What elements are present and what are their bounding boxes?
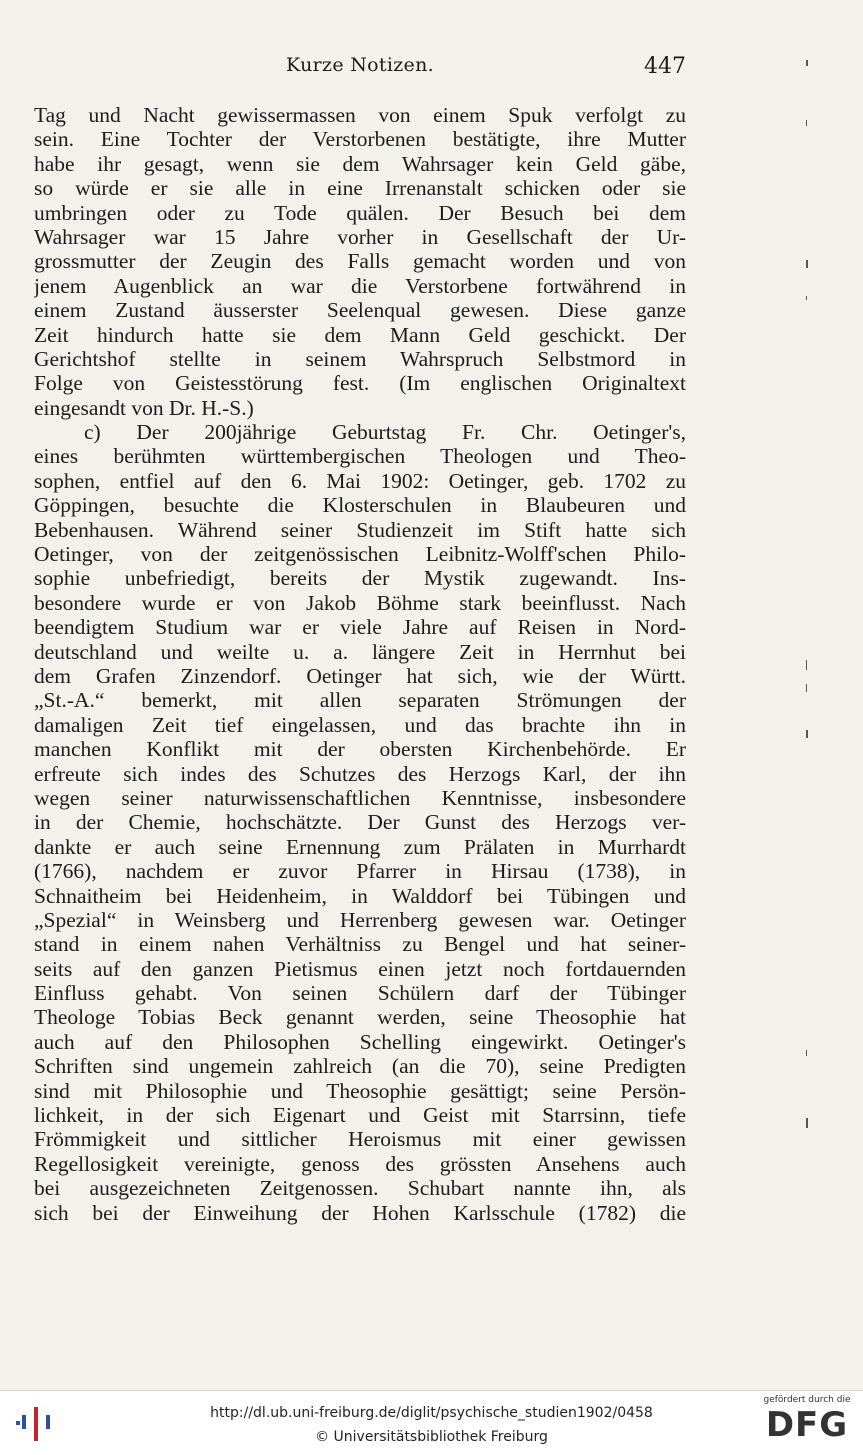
text-line: deutschland und weilte u. a. längere Zeit in Herrnhut bei bbox=[34, 639, 686, 664]
margin-mark bbox=[806, 1118, 808, 1128]
text-line: Wahrsager war 15 Jahre vorher in Gesellschaft der Ur- bbox=[34, 224, 686, 249]
margin-mark bbox=[806, 684, 807, 692]
text-line: Göppingen, besuchte die Klosterschulen in Blaubeuren und bbox=[34, 493, 686, 518]
text-line: Schnaitheim bei Heidenheim, in Walddorf bei Tübingen und bbox=[34, 883, 686, 908]
margin-mark bbox=[806, 660, 807, 670]
text-line: eingesandt von Dr. H.-S.) bbox=[34, 395, 254, 420]
text-line: sein. Eine Tochter der Verstorbenen bestätigte, ihre Mutter bbox=[34, 127, 686, 152]
text-line: Regellosigkeit vereinigte, genoss des grössten Ansehens auch bbox=[34, 1151, 686, 1176]
text-line: sind mit Philosophie und Theosophie gesättigt; seine Persön- bbox=[34, 1078, 686, 1103]
text-line: manchen Konflikt mit der obersten Kirchenbehörde. Er bbox=[34, 737, 686, 762]
text-line: bei ausgezeichneten Zeitgenossen. Schubart nannte ihn, als bbox=[34, 1176, 686, 1201]
text-line: in der Chemie, hochschätzte. Der Gunst des Herzogs ver- bbox=[34, 810, 686, 835]
margin-mark bbox=[806, 60, 808, 66]
text-line: eines berühmten württembergischen Theologen und Theo- bbox=[34, 444, 686, 469]
text-line: grossmutter der Zeugin des Falls gemacht worden und von bbox=[34, 249, 686, 274]
text-line: Frömmigkeit und sittlicher Heroismus mit einer gewissen bbox=[34, 1127, 686, 1152]
text-line: erfreute sich indes des Schutzes des Herzogs Karl, der ihn bbox=[34, 761, 686, 786]
text-line: beendigtem Studium war er viele Jahre auf Reisen in Nord- bbox=[34, 615, 686, 640]
text-line: jenem Augenblick an war die Verstorbene fortwährend in bbox=[34, 273, 686, 298]
source-url-link[interactable]: http://dl.ub.uni-freiburg.de/diglit/psychische_studien1902/0458 bbox=[210, 1405, 653, 1421]
text-line: so würde er sie alle in eine Irrenanstalt schicken oder sie bbox=[34, 176, 686, 201]
text-line: damaligen Zeit tief eingelassen, und das brachte ihn in bbox=[34, 712, 686, 737]
text-line: einem Zustand äusserster Seelenqual gewesen. Diese ganze bbox=[34, 298, 686, 323]
page-number: 447 bbox=[644, 54, 686, 79]
margin-marks bbox=[806, 0, 826, 1390]
dfg-caption: gefördert durch die bbox=[763, 1395, 851, 1405]
text-line: c) Der 200jährige Geburtstag Fr. Chr. Oetinger's, bbox=[84, 420, 686, 445]
text-line: „Spezial“ in Weinsberg und Herrenberg gewesen war. Oetinger bbox=[34, 907, 686, 932]
text-line: auch auf den Philosophen Schelling eingewirkt. Oetinger's bbox=[34, 1029, 686, 1054]
copyright-notice: © Universitätsbibliothek Freiburg bbox=[315, 1429, 548, 1445]
text-line: Einfluss gehabt. Von seinen Schülern darf der Tübinger bbox=[34, 981, 686, 1006]
text-line: „St.-A.“ bemerkt, mit allen separaten Strömungen der bbox=[34, 688, 686, 713]
text-line: sich bei der Einweihung der Hohen Karlsschule (1782) die bbox=[34, 1200, 686, 1225]
text-line: habe ihr gesagt, wenn sie dem Wahrsager kein Geld gäbe, bbox=[34, 151, 686, 176]
text-line: wegen seiner naturwissenschaftlichen Kenntnisse, insbesondere bbox=[34, 785, 686, 810]
text-line: Folge von Geistesstörung fest. (Im englischen Originaltext bbox=[34, 371, 686, 396]
text-line: Gerichtshof stellte in seinem Wahrspruch Selbstmord in bbox=[34, 346, 686, 371]
text-line: sophen, entfiel auf den 6. Mai 1902: Oetinger, geb. 1702 zu bbox=[34, 468, 686, 493]
text-line: Theologe Tobias Beck genannt werden, seine Theosophie hat bbox=[34, 1005, 686, 1030]
dfg-logo bbox=[759, 1395, 855, 1451]
text-line: (1766), nachdem er zuvor Pfarrer in Hirsau (1738), in bbox=[34, 859, 686, 884]
margin-mark bbox=[806, 260, 808, 268]
text-line: Schriften sind ungemein zahlreich (an die 70), seine Predigten bbox=[34, 1054, 686, 1079]
body-text bbox=[34, 103, 686, 1225]
viewer-footer bbox=[0, 1390, 863, 1455]
text-line: lichkeit, in der sich Eigenart und Geist mit Starrsinn, tiefe bbox=[34, 1103, 686, 1128]
text-line: sophie unbefriedigt, bereits der Mystik zugewandt. Ins- bbox=[34, 566, 686, 591]
text-line: dankte er auch seine Ernennung zum Prälaten in Murrhardt bbox=[34, 834, 686, 859]
text-line: Tag und Nacht gewissermassen von einem Spuk verfolgt zu bbox=[34, 103, 686, 127]
text-line: Oetinger, von der zeitgenössischen Leibnitz-Wolff'schen Philo- bbox=[34, 542, 686, 567]
dfg-wordmark: DFG bbox=[765, 1405, 849, 1445]
section-title: Kurze Notizen. bbox=[286, 54, 434, 76]
text-line: dem Grafen Zinzendorf. Oetinger hat sich, wie der Württ. bbox=[34, 663, 686, 688]
text-line: Bebenhausen. Während seiner Studienzeit im Stift hatte sich bbox=[34, 517, 686, 542]
margin-mark bbox=[806, 120, 807, 126]
margin-mark bbox=[806, 730, 808, 738]
text-line: umbringen oder zu Tode quälen. Der Besuch bei dem bbox=[34, 200, 686, 225]
running-header bbox=[34, 54, 686, 84]
text-line: Zeit hindurch hatte sie dem Mann Geld geschickt. Der bbox=[34, 322, 686, 347]
margin-mark bbox=[806, 1050, 807, 1056]
text-line: stand in einem nahen Verhältniss zu Bengel und hat seiner- bbox=[34, 932, 686, 957]
text-line: seits auf den ganzen Pietismus einen jetzt noch fortdauernden bbox=[34, 956, 686, 981]
margin-mark bbox=[806, 296, 807, 300]
text-line: besondere wurde er von Jakob Böhme stark beeinflusst. Nach bbox=[34, 590, 686, 615]
